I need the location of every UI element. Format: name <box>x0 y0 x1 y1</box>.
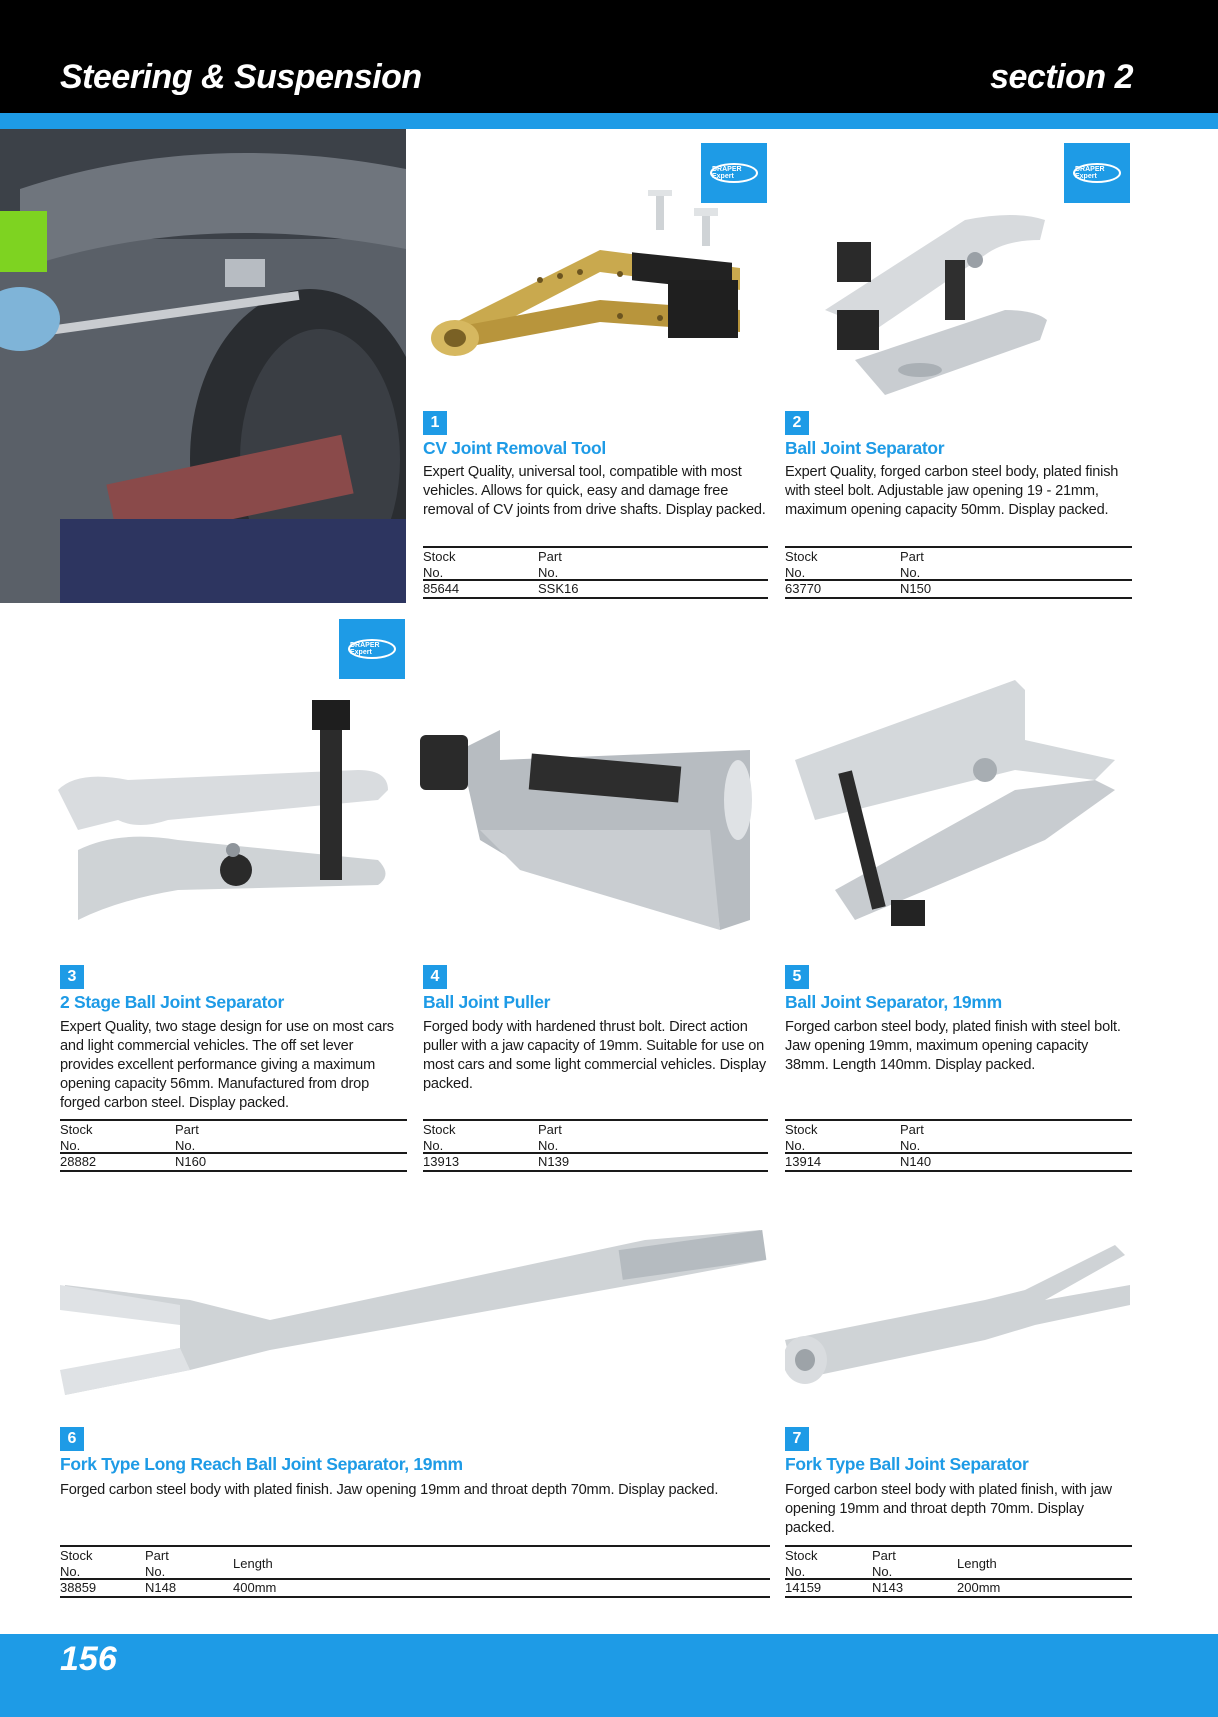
fork-type-ball-joint-separator-image <box>785 1240 1135 1390</box>
draper-logo-oval: DRAPER Expert <box>1073 163 1121 183</box>
stock-header-no: No. <box>785 1564 806 1579</box>
page-number: 156 <box>60 1640 117 1678</box>
product-table-2 <box>785 546 1132 599</box>
product-table-3 <box>60 1119 407 1172</box>
product-title-1: CV Joint Removal Tool <box>423 438 606 458</box>
ball-joint-separator-19mm-image <box>795 680 1115 955</box>
stock-header: Stock <box>423 1122 456 1137</box>
product-description-1: Expert Quality, universal tool, compatible with most vehicles. Allows for quick, easy and damage free removal of CV joints from drive shafts. Display packed. <box>423 464 766 518</box>
stock-number: 85644 <box>423 581 460 596</box>
product-description-3: Expert Quality, two stage design for use on most cars and light commercial vehicles. The off set lever provides excellent performance giving a maximum opening capacity 56mm. Manufactured from drop forged carbon steel. Display packed. <box>60 1019 394 1111</box>
stock-header: Stock <box>785 1548 818 1563</box>
product-title-6: Fork Type Long Reach Ball Joint Separator, 19mm <box>60 1454 463 1474</box>
length-value: 200mm <box>957 1580 1001 1595</box>
product-table-4 <box>423 1119 768 1172</box>
product-number-3: 3 <box>60 965 84 989</box>
product-title-3: 2 Stage Ball Joint Separator <box>60 992 285 1012</box>
page-title: Steering & Suspension <box>60 58 422 96</box>
part-header: Part <box>538 1122 562 1137</box>
product-title-5: Ball Joint Separator, 19mm <box>785 992 1002 1012</box>
product-description-4: Forged body with hardened thrust bolt. Direct action puller with a jaw capacity of 19mm. Suitable for use on most cars and some light commercial vehicles. Display packed. <box>423 1019 767 1092</box>
stock-number: 38859 <box>60 1580 97 1595</box>
product-number-1: 1 <box>423 411 447 435</box>
ball-joint-puller-image <box>420 720 765 935</box>
stock-number: 13913 <box>423 1154 460 1169</box>
draper-expert-logo <box>339 619 405 679</box>
part-number: N139 <box>538 1154 570 1169</box>
part-header-no: No. <box>900 565 921 580</box>
stock-header-no: No. <box>60 1138 81 1153</box>
draper-expert-logo <box>1064 143 1130 203</box>
draper-logo-oval: DRAPER Expert <box>710 163 758 183</box>
product-number-5: 5 <box>785 965 809 989</box>
header-stripe <box>0 113 1218 129</box>
part-number: N160 <box>175 1154 207 1169</box>
part-number: N143 <box>872 1580 904 1595</box>
part-header: Part <box>175 1122 199 1137</box>
stock-number: 63770 <box>785 581 822 596</box>
part-header-no: No. <box>538 1138 559 1153</box>
stock-header-no: No. <box>785 565 806 580</box>
length-header: Length <box>233 1556 273 1571</box>
product-table-1 <box>423 546 768 599</box>
stock-header: Stock <box>785 1122 818 1137</box>
stock-header: Stock <box>785 549 818 564</box>
product-table-5 <box>785 1119 1132 1172</box>
part-header: Part <box>145 1548 169 1563</box>
part-header-no: No. <box>538 565 559 580</box>
product-number-7: 7 <box>785 1427 809 1451</box>
part-header: Part <box>538 549 562 564</box>
section-tab <box>0 211 47 272</box>
ball-joint-separator-image <box>815 200 1055 405</box>
stock-header-no: No. <box>785 1138 806 1153</box>
product-table-6 <box>60 1545 770 1598</box>
part-header: Part <box>900 549 924 564</box>
stock-number: 28882 <box>60 1154 97 1169</box>
part-header-no: No. <box>175 1138 196 1153</box>
part-header-no: No. <box>872 1564 893 1579</box>
product-description-7: Forged carbon steel body with plated finish, with jaw opening 19mm and throat depth 70mm. Display packed. <box>785 1482 1112 1536</box>
hero-photo <box>0 129 406 603</box>
product-number-6: 6 <box>60 1427 84 1451</box>
stock-header: Stock <box>60 1122 93 1137</box>
product-description-2: Expert Quality, forged carbon steel body, plated finish with steel bolt. Adjustable jaw opening 19 - 21mm, maximum opening capacity 50mm. Display packed. <box>785 464 1119 518</box>
product-number-4: 4 <box>423 965 447 989</box>
two-stage-ball-joint-separator-image <box>58 690 398 950</box>
product-title-2: Ball Joint Separator <box>785 438 945 458</box>
stock-number: 13914 <box>785 1154 822 1169</box>
product-title-4: Ball Joint Puller <box>423 992 551 1012</box>
length-header: Length <box>957 1556 997 1571</box>
stock-header-no: No. <box>423 1138 444 1153</box>
stock-header: Stock <box>60 1548 93 1563</box>
part-header-no: No. <box>900 1138 921 1153</box>
footer-bar <box>0 1634 1218 1717</box>
product-title-7: Fork Type Ball Joint Separator <box>785 1454 1029 1474</box>
part-number: N150 <box>900 581 932 596</box>
stock-header-no: No. <box>423 565 444 580</box>
part-header-no: No. <box>145 1564 166 1579</box>
cv-joint-removal-tool-image <box>420 190 760 380</box>
stock-header: Stock <box>423 549 456 564</box>
draper-logo-oval: DRAPER Expert <box>348 639 396 659</box>
stock-number: 14159 <box>785 1580 822 1595</box>
product-table-7 <box>785 1545 1132 1598</box>
part-header: Part <box>872 1548 896 1563</box>
part-header: Part <box>900 1122 924 1137</box>
section-label: section 2 <box>990 58 1133 96</box>
stock-header-no: No. <box>60 1564 81 1579</box>
length-value: 400mm <box>233 1580 277 1595</box>
product-description-6: Forged carbon steel body with plated finish. Jaw opening 19mm and throat depth 70mm. Display packed. <box>60 1482 719 1498</box>
product-description-5: Forged carbon steel body, plated finish with steel bolt. Jaw opening 19mm, maximum opening capacity 38mm. Length 140mm. Display packed. <box>785 1019 1121 1073</box>
fork-type-long-reach-separator-image <box>60 1230 770 1410</box>
part-number: SSK16 <box>538 581 579 596</box>
part-number: N140 <box>900 1154 932 1169</box>
part-number: N148 <box>145 1580 177 1595</box>
product-number-2: 2 <box>785 411 809 435</box>
